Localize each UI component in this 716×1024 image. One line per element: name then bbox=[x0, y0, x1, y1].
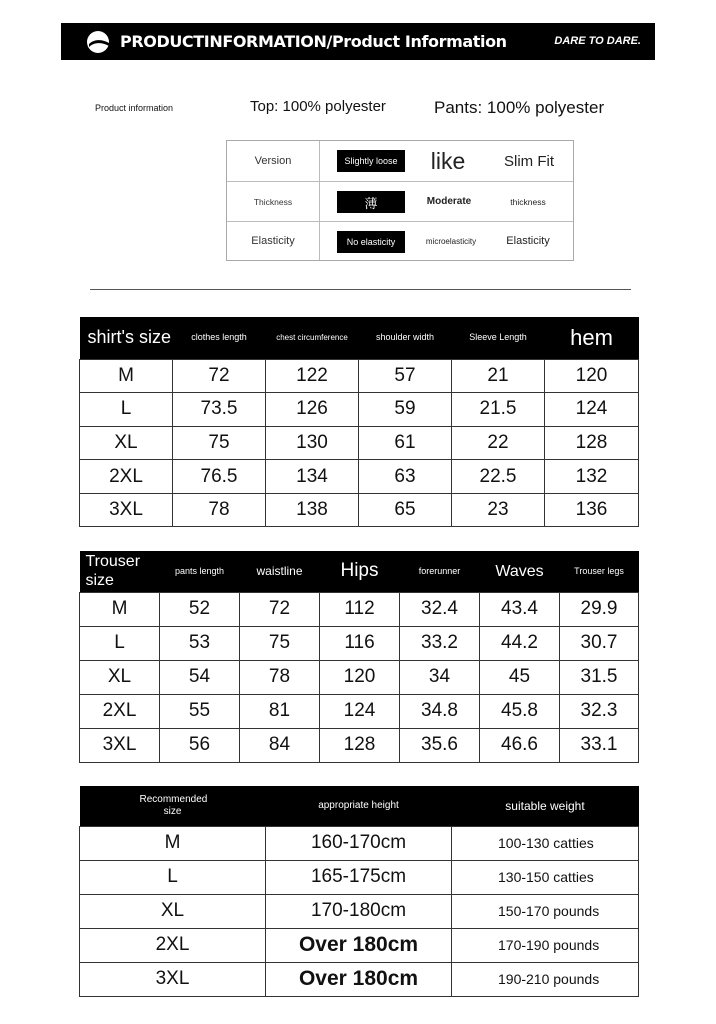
value-cell: 126 bbox=[266, 393, 359, 427]
size-cell: 2XL bbox=[80, 460, 173, 494]
attr-option: Slim Fit bbox=[504, 152, 554, 170]
value-cell: Over 180cm bbox=[266, 962, 452, 996]
value-cell: 160-170cm bbox=[266, 826, 452, 860]
table-row bbox=[80, 393, 639, 427]
column-header: shirt's size bbox=[80, 317, 173, 359]
column-header: pants length bbox=[160, 551, 240, 592]
value-cell: 136 bbox=[545, 493, 639, 527]
value-cell: 22.5 bbox=[452, 460, 545, 494]
value-cell: 30.7 bbox=[560, 626, 639, 660]
top-material: Top: 100% polyester bbox=[250, 98, 386, 115]
column-header: Sleeve Length bbox=[452, 317, 545, 359]
attr-option: like bbox=[430, 147, 466, 174]
size-cell: XL bbox=[80, 894, 266, 928]
attr-row-elasticity bbox=[227, 221, 573, 260]
value-cell: 45 bbox=[480, 660, 560, 694]
value-cell: 34.8 bbox=[400, 694, 480, 728]
attribute-table bbox=[226, 140, 574, 261]
value-cell: 55 bbox=[160, 694, 240, 728]
column-header: Trouser legs bbox=[560, 551, 639, 592]
table-row bbox=[80, 359, 639, 393]
table-row bbox=[80, 962, 639, 996]
value-cell: 76.5 bbox=[173, 460, 266, 494]
attr-label: Elasticity bbox=[227, 222, 320, 260]
attr-option-selected: No elasticity bbox=[337, 231, 405, 253]
value-cell: 73.5 bbox=[173, 393, 266, 427]
attr-option: microelasticity bbox=[425, 236, 477, 246]
table-row bbox=[80, 426, 639, 460]
shirt-size-table bbox=[79, 317, 639, 527]
value-cell: 45.8 bbox=[480, 694, 560, 728]
value-cell: 56 bbox=[160, 728, 240, 762]
value-cell: 23 bbox=[452, 493, 545, 527]
size-cell: 2XL bbox=[80, 928, 266, 962]
column-header: Hips bbox=[320, 551, 400, 592]
size-cell: L bbox=[80, 860, 266, 894]
column-header: Recommended size bbox=[80, 786, 266, 826]
value-cell: 61 bbox=[359, 426, 452, 460]
column-header: Waves bbox=[480, 551, 560, 592]
value-cell: 120 bbox=[320, 660, 400, 694]
brand-logo-icon bbox=[86, 30, 110, 54]
value-cell: 128 bbox=[545, 426, 639, 460]
value-cell: 128 bbox=[320, 728, 400, 762]
table-row bbox=[80, 728, 639, 762]
column-header: appropriate height bbox=[266, 786, 452, 826]
value-cell: 46.6 bbox=[480, 728, 560, 762]
column-header: waistline bbox=[240, 551, 320, 592]
size-cell: XL bbox=[80, 660, 160, 694]
size-cell: 3XL bbox=[80, 962, 266, 996]
table-header-row bbox=[80, 786, 639, 826]
value-cell: 33.1 bbox=[560, 728, 639, 762]
table-row bbox=[80, 860, 639, 894]
size-cell: M bbox=[80, 826, 266, 860]
size-cell: M bbox=[80, 592, 160, 626]
table-row bbox=[80, 626, 639, 660]
value-cell: 130 bbox=[266, 426, 359, 460]
value-cell: 165-175cm bbox=[266, 860, 452, 894]
product-info-label: Product information bbox=[95, 103, 174, 113]
table-row bbox=[80, 460, 639, 494]
attr-option-selected: Slightly loose bbox=[337, 150, 405, 172]
size-cell: 2XL bbox=[80, 694, 160, 728]
recommended-size-table bbox=[79, 786, 639, 997]
table-row bbox=[80, 493, 639, 527]
table-header-row bbox=[80, 551, 639, 592]
table-row bbox=[80, 660, 639, 694]
column-header: shoulder width bbox=[359, 317, 452, 359]
value-cell: 63 bbox=[359, 460, 452, 494]
value-cell: 75 bbox=[173, 426, 266, 460]
header-bar bbox=[61, 23, 655, 60]
value-cell: 130-150 catties bbox=[452, 860, 639, 894]
table-row bbox=[80, 928, 639, 962]
value-cell: 78 bbox=[240, 660, 320, 694]
column-header: forerunner bbox=[400, 551, 480, 592]
size-cell: 3XL bbox=[80, 493, 173, 527]
attr-row-thickness bbox=[227, 181, 573, 221]
table-row bbox=[80, 894, 639, 928]
attr-option: Moderate bbox=[426, 196, 472, 207]
value-cell: 112 bbox=[320, 592, 400, 626]
value-cell: 57 bbox=[359, 359, 452, 393]
value-cell: 31.5 bbox=[560, 660, 639, 694]
value-cell: 44.2 bbox=[480, 626, 560, 660]
value-cell: 53 bbox=[160, 626, 240, 660]
value-cell: 170-180cm bbox=[266, 894, 452, 928]
size-cell: M bbox=[80, 359, 173, 393]
value-cell: 32.4 bbox=[400, 592, 480, 626]
pants-material: Pants: 100% polyester bbox=[434, 98, 605, 117]
table-row bbox=[80, 694, 639, 728]
value-cell: 124 bbox=[545, 393, 639, 427]
value-cell: 21 bbox=[452, 359, 545, 393]
value-cell: 120 bbox=[545, 359, 639, 393]
value-cell: 190-210 pounds bbox=[452, 962, 639, 996]
attr-label: Version bbox=[227, 141, 320, 181]
size-cell: L bbox=[80, 626, 160, 660]
value-cell: 138 bbox=[266, 493, 359, 527]
trouser-size-table bbox=[79, 551, 639, 763]
value-cell: 72 bbox=[240, 592, 320, 626]
header-title: PRODUCTINFORMATION/Product Information bbox=[120, 32, 507, 51]
value-cell: 100-130 catties bbox=[452, 826, 639, 860]
value-cell: 81 bbox=[240, 694, 320, 728]
value-cell: 65 bbox=[359, 493, 452, 527]
value-cell: 43.4 bbox=[480, 592, 560, 626]
column-header: Trouser size bbox=[80, 551, 160, 592]
value-cell: 122 bbox=[266, 359, 359, 393]
column-header: hem bbox=[545, 317, 639, 359]
value-cell: 35.6 bbox=[400, 728, 480, 762]
value-cell: 170-190 pounds bbox=[452, 928, 639, 962]
column-header: clothes length bbox=[173, 317, 266, 359]
header-slogan: DARE TO DARE. bbox=[554, 35, 641, 47]
value-cell: 21.5 bbox=[452, 393, 545, 427]
value-cell: 72 bbox=[173, 359, 266, 393]
value-cell: 32.3 bbox=[560, 694, 639, 728]
attr-option-selected: 薄 bbox=[337, 191, 405, 213]
value-cell: 116 bbox=[320, 626, 400, 660]
value-cell: 33.2 bbox=[400, 626, 480, 660]
value-cell: 75 bbox=[240, 626, 320, 660]
size-cell: L bbox=[80, 393, 173, 427]
value-cell: 78 bbox=[173, 493, 266, 527]
table-row bbox=[80, 826, 639, 860]
table-row bbox=[80, 592, 639, 626]
column-header: suitable weight bbox=[452, 786, 639, 826]
attr-label: Thickness bbox=[227, 182, 320, 221]
column-header: chest circumference bbox=[266, 317, 359, 359]
value-cell: 29.9 bbox=[560, 592, 639, 626]
value-cell: 84 bbox=[240, 728, 320, 762]
table-header-row bbox=[80, 317, 639, 359]
attr-option: Elasticity bbox=[506, 235, 550, 247]
size-cell: 3XL bbox=[80, 728, 160, 762]
section-divider bbox=[90, 289, 631, 290]
value-cell: 52 bbox=[160, 592, 240, 626]
size-cell: XL bbox=[80, 426, 173, 460]
value-cell: 34 bbox=[400, 660, 480, 694]
value-cell: 150-170 pounds bbox=[452, 894, 639, 928]
value-cell: 22 bbox=[452, 426, 545, 460]
value-cell: 134 bbox=[266, 460, 359, 494]
value-cell: 54 bbox=[160, 660, 240, 694]
attr-option: thickness bbox=[510, 196, 546, 207]
attr-row-version bbox=[227, 141, 573, 181]
value-cell: 59 bbox=[359, 393, 452, 427]
value-cell: Over 180cm bbox=[266, 928, 452, 962]
value-cell: 124 bbox=[320, 694, 400, 728]
value-cell: 132 bbox=[545, 460, 639, 494]
